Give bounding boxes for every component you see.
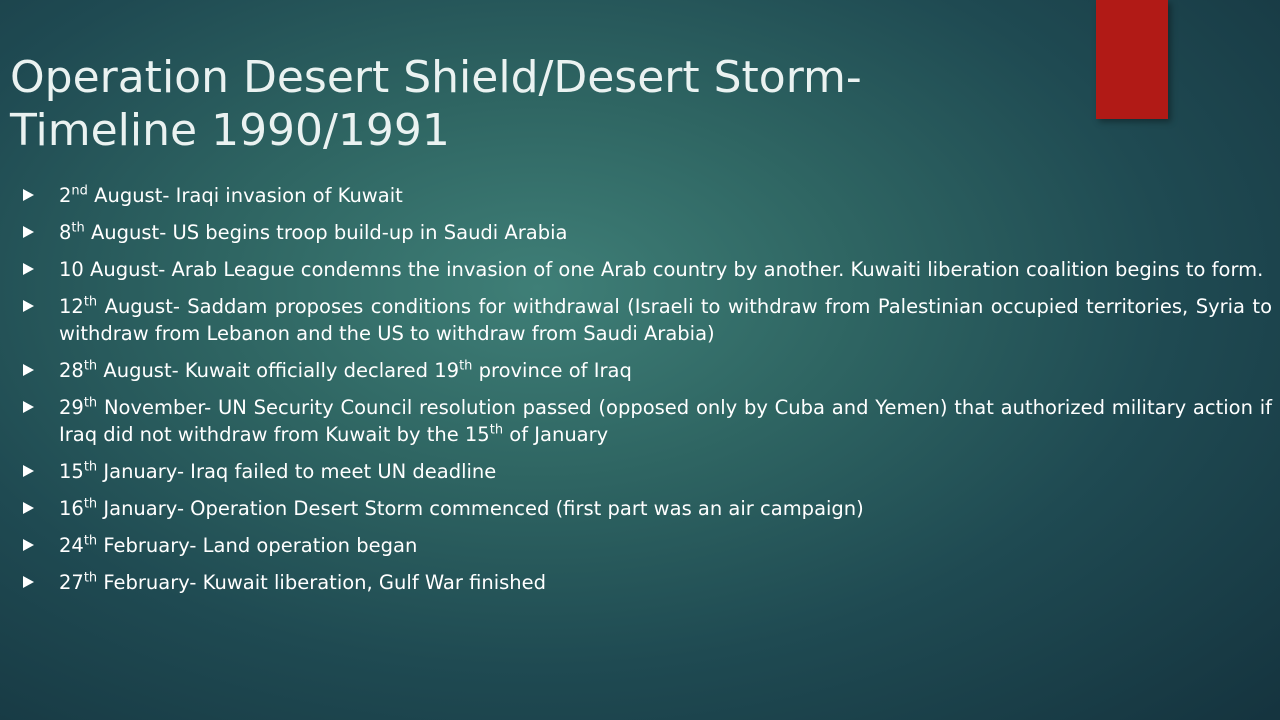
timeline-item [22,394,1272,448]
timeline-item [22,219,1272,246]
title-line-1: Operation Desert Shield/Desert Storm- [10,52,862,103]
event-text: February- Kuwait liberation, Gulf War finished [97,571,547,594]
event-date-number: 24 [59,534,84,557]
ordinal-suffix: th [83,533,98,549]
event-text: August- Iraqi invasion of Kuwait [87,184,403,207]
slide-title [10,52,1090,158]
event-text: 10 August- Arab League condemns the invasion of one Arab country by another. Kuwaiti liberation coalition begins to form. [59,258,1264,281]
ordinal-suffix: th [83,496,98,512]
timeline-item [22,256,1272,283]
event-text: January- Operation Desert Storm commenced (first part was an air campaign) [97,497,864,520]
event-text: January- Iraq failed to meet UN deadline [97,460,497,483]
timeline-item [22,293,1272,347]
event-date-number: 2 [59,184,72,207]
event-text: August- Kuwait officially declared 19 [97,359,460,382]
triangle-arrow-icon [23,189,34,201]
event-date-number: 16 [59,497,84,520]
event-date-number: 12 [59,295,84,318]
ordinal-suffix: th [71,220,85,236]
timeline-item [22,532,1272,559]
ordinal-suffix: th [459,358,473,374]
event-text: November- UN Security Council resolution passed (opposed only by Cuba and Yemen) that authorized military action if Iraq did not withdraw from Kuwait by the 15 [59,396,1272,446]
triangle-arrow-icon [23,226,34,238]
triangle-arrow-icon [23,401,34,413]
red-accent-bar [1096,0,1168,119]
ordinal-suffix: th [83,294,98,310]
event-date-number: 8 [59,221,72,244]
triangle-arrow-icon [23,465,34,477]
event-text: February- Land operation began [97,534,418,557]
ordinal-suffix: th [83,570,98,586]
event-text-continued: of January [503,423,609,446]
timeline-item [22,495,1272,522]
event-text-continued: province of Iraq [472,359,632,382]
timeline-item [22,569,1272,596]
triangle-arrow-icon [23,300,34,312]
timeline-list [22,182,1272,596]
ordinal-suffix: th [83,358,98,374]
triangle-arrow-icon [23,502,34,514]
event-text: August- US begins troop build-up in Saudi Arabia [84,221,568,244]
event-date-number: 27 [59,571,84,594]
triangle-arrow-icon [23,263,34,275]
timeline-item [22,357,1272,384]
timeline-item [22,458,1272,485]
ordinal-suffix: nd [71,183,88,199]
triangle-arrow-icon [23,539,34,551]
event-text: August- Saddam proposes conditions for withdrawal (Israeli to withdraw from Palestinian occupied territories, Syria to withdraw from Lebanon and the US to withdraw from Saudi Arabia) [59,295,1272,345]
event-date-number: 15 [59,460,84,483]
triangle-arrow-icon [23,576,34,588]
timeline-item [22,182,1272,209]
ordinal-suffix: th [489,422,504,438]
event-date-number: 29 [59,396,84,419]
ordinal-suffix: th [83,459,98,475]
ordinal-suffix: th [83,395,98,411]
event-date-number: 28 [59,359,84,382]
title-line-2: Timeline 1990/1991 [10,104,450,156]
triangle-arrow-icon [23,364,34,376]
